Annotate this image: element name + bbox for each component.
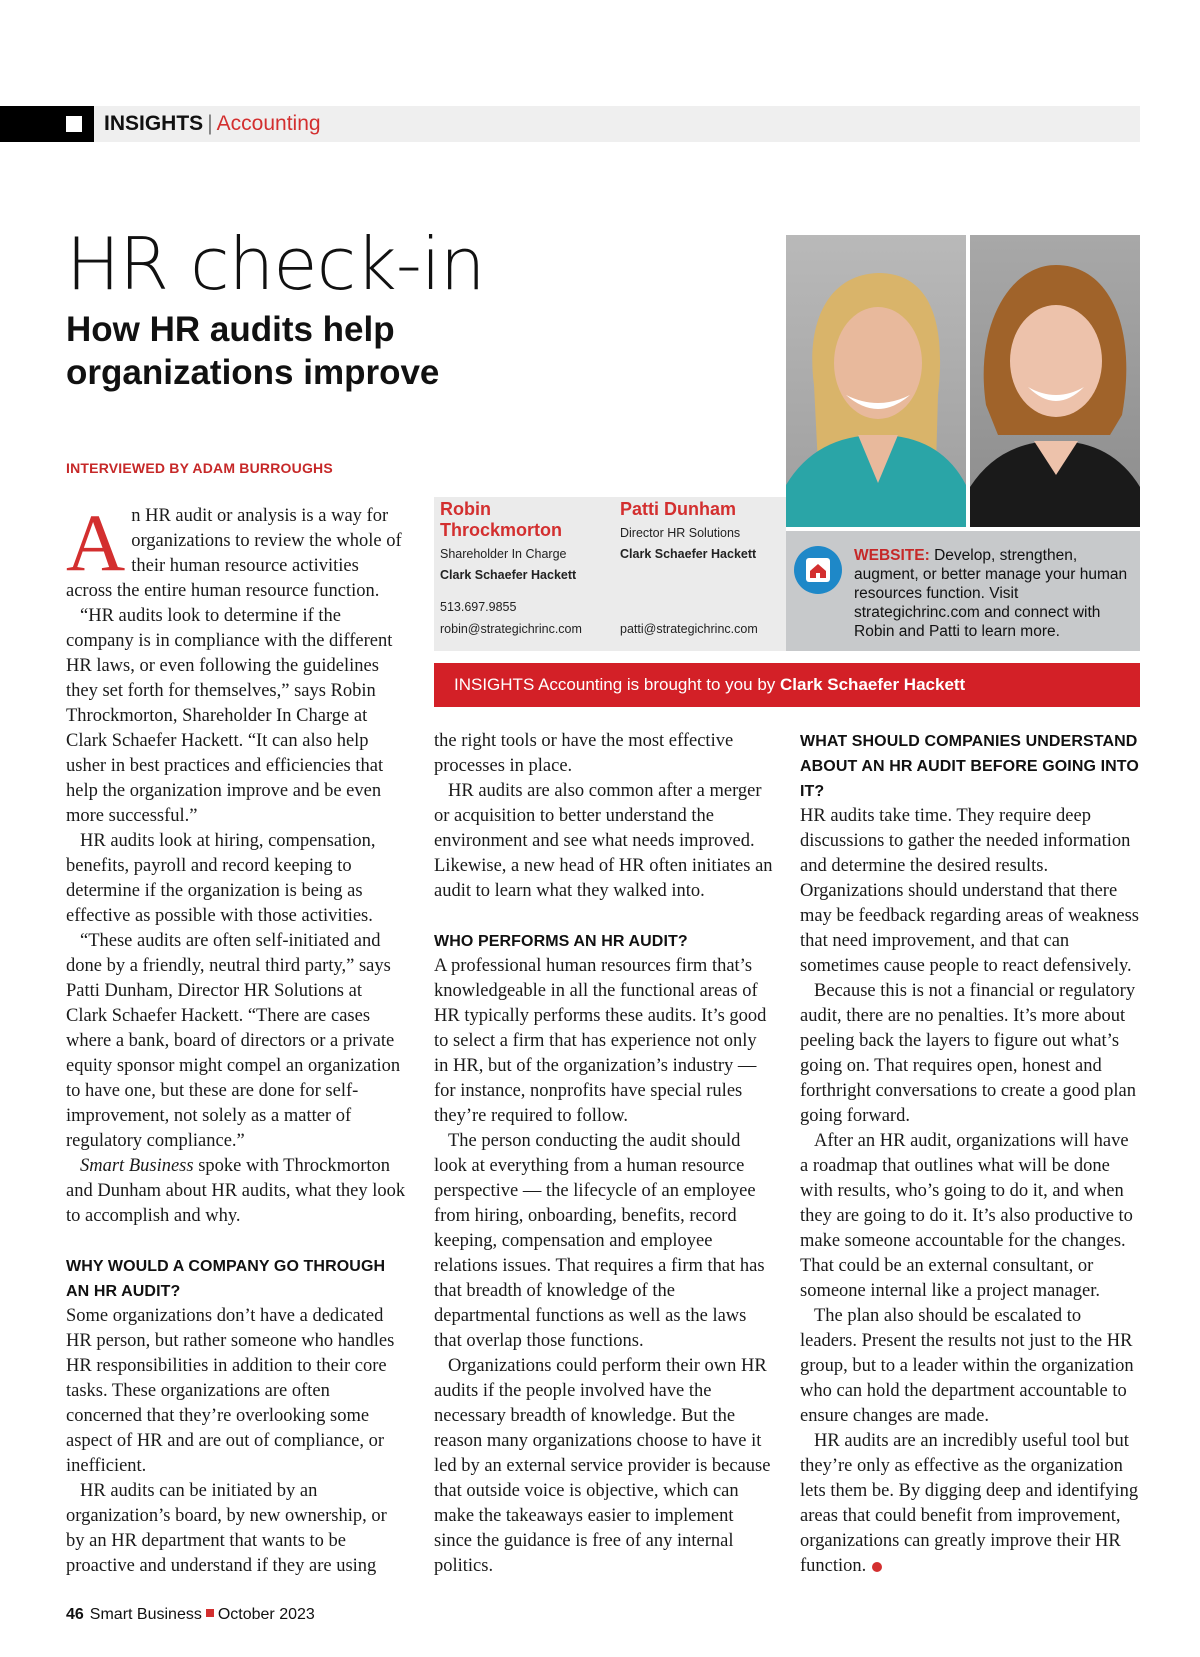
page-title: HR check-in [66, 222, 485, 306]
end-mark-icon [872, 1562, 882, 1572]
contact-patti [620, 499, 780, 565]
page-number: 46 [66, 1606, 84, 1623]
article-column-1 [66, 497, 406, 1579]
header-kicker: INSIGHTS [104, 112, 204, 135]
contact-firm: Clark Schaefer Hackett [440, 568, 577, 582]
article-paragraph: The plan also should be escalated to leaders. Present the results not just to the HR group, but to a leader within the organization who can hold the department accountable to ensure changes are made. [800, 1306, 1134, 1426]
article-paragraph: Organizations could perform their own HR audits if the people involved have the necessary breadth of knowledge. But the reason many organizations choose to have it led by an external service provider is because that outside voice is objective, which can make the takeaways easier to implement since the guidance is free of any internal politics. [434, 1356, 771, 1576]
article-paragraph: Smart Business spoke with Throckmorton and Dunham about HR audits, what they look to accomplish and why. [66, 1156, 406, 1226]
contact-email-patti[interactable]: patti@strategichrinc.com [620, 622, 758, 636]
website-house-icon [794, 546, 842, 594]
article-paragraph: After an HR audit, organizations will have a roadmap that outlines what will be done with results, who’s going to do it, and when they are going to do it. It’s also productive to make someone accountable for the changes. That could be an external consultant, or someone internal like a project manager. [800, 1131, 1133, 1301]
article-paragraph: Some organizations don’t have a dedicated HR person, but rather someone who handles HR responsibilities in addition to their core tasks. These organizations are often concerned that they’re overlooking some aspect of HR and are out of compliance, or inefficient. [66, 1306, 395, 1476]
article-paragraph: HR audits can be initiated by an organization’s board, by new ownership, or by an HR department that wants to be proactive and understand if they are using [66, 1481, 387, 1576]
page-footer [66, 1606, 315, 1624]
page-subtitle: How HR audits help organizations improve [66, 310, 440, 392]
footer-square-icon [206, 1609, 214, 1617]
article-paragraph: HR audits are an incredibly useful tool but they’re only as effective as the organization lets them be. By digging deep and identifying areas that could benefit from improvement, organizations can greatly improve their HR function. [800, 1431, 1139, 1576]
section-heading: WHAT SHOULD COMPANIES UNDERSTAND ABOUT AN HR AUDIT BEFORE GOING INTO IT? [800, 733, 1139, 800]
header-section: Accounting [216, 112, 321, 135]
header-divider: | [207, 112, 213, 135]
contact-robin [440, 499, 600, 586]
article-paragraph: An HR audit or analysis is a way for organizations to review the whole of their human resource activities across the entire human resource function. [66, 497, 402, 601]
header-square-icon [66, 116, 82, 132]
section-heading: WHO PERFORMS AN HR AUDIT? [434, 933, 688, 950]
website-note [854, 546, 1134, 641]
contact-email-robin[interactable]: robin@strategichrinc.com [440, 622, 582, 636]
article-paragraph: HR audits are also common after a merger or acquisition to better understand the environment and see what needs improved. Likewise, a new head of HR often initiates an audit to learn what they walked into. [434, 781, 773, 901]
sponsor-name: Clark Schaefer Hackett [780, 675, 966, 694]
article-paragraph: HR audits look at hiring, compensation, benefits, payroll and record keeping to determine if the organization is being as effective as possible with those activities. [66, 831, 376, 926]
article-column-3 [800, 729, 1140, 1579]
contact-name: Patti Dunham [620, 499, 737, 519]
contact-firm: Clark Schaefer Hackett [620, 547, 757, 561]
article-paragraph: “These audits are often self-initiated and done by a friendly, neutral third party,” says Patti Dunham, Director HR Solutions at Clark Schaefer Hackett. “There are cases where a bank, board of directors or a private equity sponsor might compel an organization to have one, but these are done for self-improvement, not solely as a matter of regulatory compliance.” [66, 931, 401, 1151]
sponsor-text [454, 675, 965, 695]
portrait-photo-robin [786, 235, 966, 527]
sponsor-prefix: INSIGHTS Accounting is brought to you by [454, 675, 776, 694]
article-paragraph: “HR audits look to determine if the company is in compliance with the different HR laws, or even following the guidelines they set forth for themselves,” says Robin Throckmorton, Shareholder In Charge at Clark Schaefer Hackett. “It can also help usher in best practices and efficiencies that help the organization improve and be even more successful.” [66, 606, 393, 826]
article-paragraph: Because this is not a financial or regulatory audit, there are no penalties. It’s more about peeling back the layers to figure out what’s going on. That requires open, honest and forthright conversations to create a good plan going forward. [800, 981, 1136, 1126]
issue-date: October 2023 [217, 1606, 315, 1623]
article-column-2 [434, 729, 774, 1579]
section-header [104, 112, 321, 136]
contact-name: Robin Throckmorton [440, 499, 563, 540]
byline: INTERVIEWED BY ADAM BURROUGHS [66, 460, 333, 476]
article-paragraph: the right tools or have the most effective processes in place. [434, 731, 734, 776]
article-paragraph: HR audits take time. They require deep discussions to gather the needed information and determine the desired results. Organizations should understand that there may be feedback regarding areas of weakness that need improvement, and that can sometimes cause people to react defensively. [800, 806, 1139, 976]
contact-role: Shareholder In Charge [440, 547, 567, 561]
website-label: WEBSITE: [854, 547, 930, 564]
article-paragraph: The person conducting the audit should look at everything from a human resource perspective — the lifecycle of an employee from hiring, onboarding, benefits, record keeping, compensation and employee relations issues. That requires a firm that has that breadth of knowledge of the departmental functions as well as the laws that overlap those functions. [434, 1131, 765, 1351]
portrait-patti-graphic [970, 235, 1140, 527]
contact-phone[interactable]: 513.697.9855 [440, 600, 517, 614]
portrait-photo-patti [970, 235, 1140, 527]
contact-role: Director HR Solutions [620, 526, 741, 540]
publication-name: Smart Business [89, 1606, 202, 1623]
drop-cap: A [66, 497, 126, 588]
website-description: Develop, strengthen, augment, or better manage your human resources function. Visit strategichrinc.com and connect with Robin and Patti to learn more. [854, 547, 1128, 640]
portrait-robin-graphic [786, 235, 966, 527]
section-heading: WHY WOULD A COMPANY GO THROUGH AN HR AUDIT? [66, 1258, 386, 1300]
article-paragraph: A professional human resources firm that’s knowledgeable in all the functional areas of HR typically performs these audits. It’s good to select a firm that has experience not only in HR, but of the organization’s industry — for instance, nonprofits have special rules they’re required to follow. [434, 956, 767, 1126]
